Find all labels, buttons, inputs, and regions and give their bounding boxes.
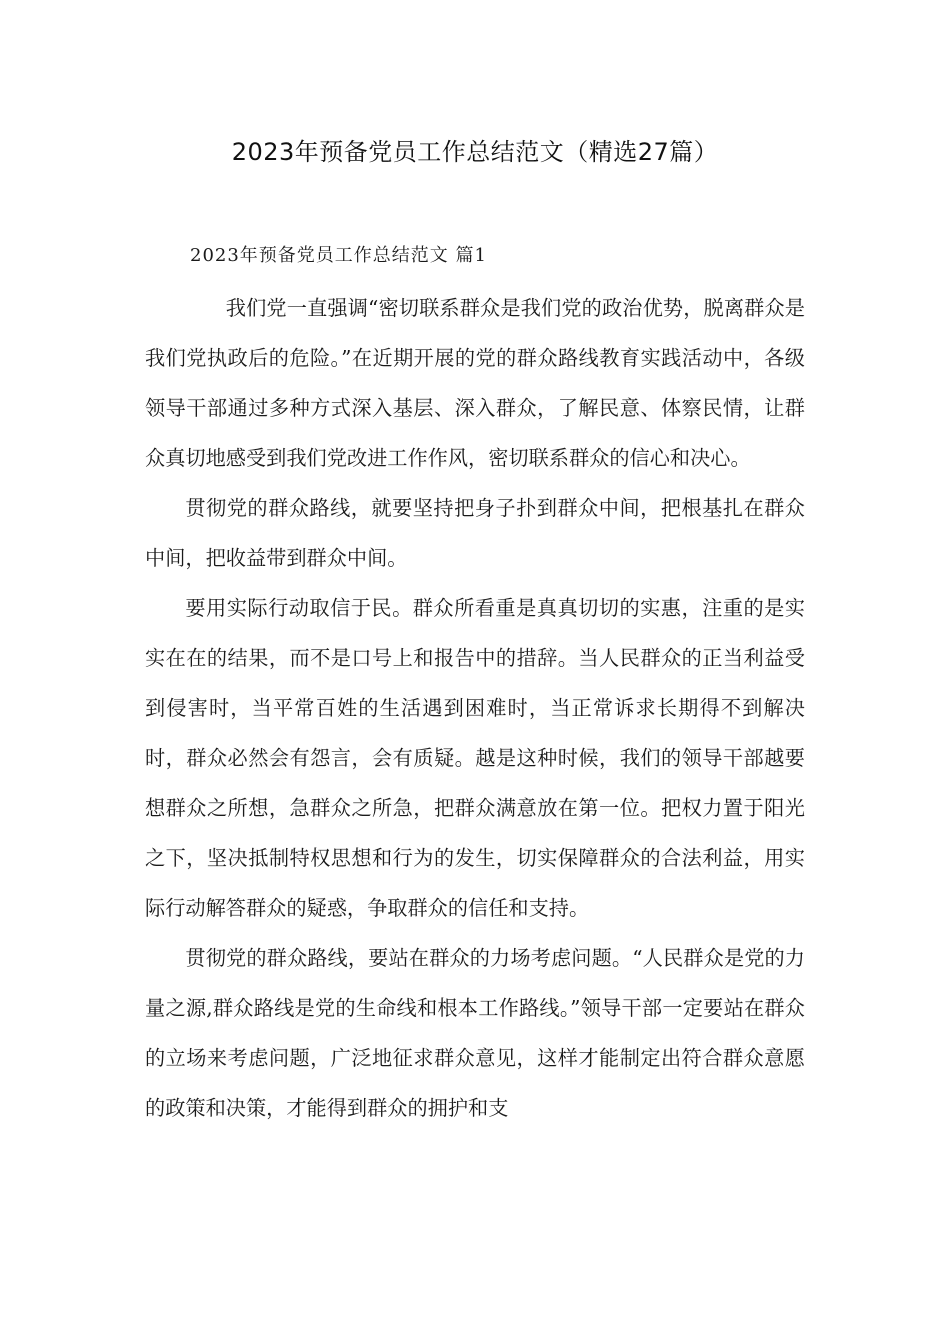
- paragraph: 贯彻党的群众路线，要站在群众的力场考虑问题。“人民群众是党的力量之源,群众路线是党的生命线和根本工作路线。”领导干部一定要站在群众的立场来考虑问题，广泛地征求群众意见，这样才能制定出符合群众意愿的政策和决策，才能得到群众的拥护和支: [145, 946, 805, 1120]
- document-title: 2023年预备党员工作总结范文（精选27篇）: [231, 138, 719, 166]
- paragraph: 要用实际行动取信于民。群众所看重是真真切切的实惠，注重的是实实在在的结果，而不是口号上和报告中的措辞。当人民群众的正当利益受到侵害时，当平常百姓的生活遇到困难时，当正常诉求长期得不到解决时，群众必然会有怨言，会有质疑。越是这种时候，我们的领导干部越要想群众之所想，急群众之所急，把群众满意放在第一位。把权力置于阳光之下，坚决抵制特权思想和行为的发生，切实保障群众的合法利益，用实际行动解答群众的疑惑，争取群众的信任和支持。: [145, 596, 805, 920]
- document-body: [145, 283, 805, 1133]
- paragraph: 贯彻党的群众路线，就要坚持把身子扑到群众中间，把根基扎在群众中间，把收益带到群众中间。: [145, 496, 805, 570]
- paragraph: 我们党一直强调“密切联系群众是我们党的政治优势，脱离群众是我们党执政后的危险。”在近期开展的党的群众路线教育实践活动中，各级领导干部通过多种方式深入基层、深入群众，了解民意、体察民情，让群众真切地感受到我们党改进工作作风，密切联系群众的信心和决心。: [145, 296, 805, 470]
- section-heading: 2023年预备党员工作总结范文 篇1: [190, 245, 487, 266]
